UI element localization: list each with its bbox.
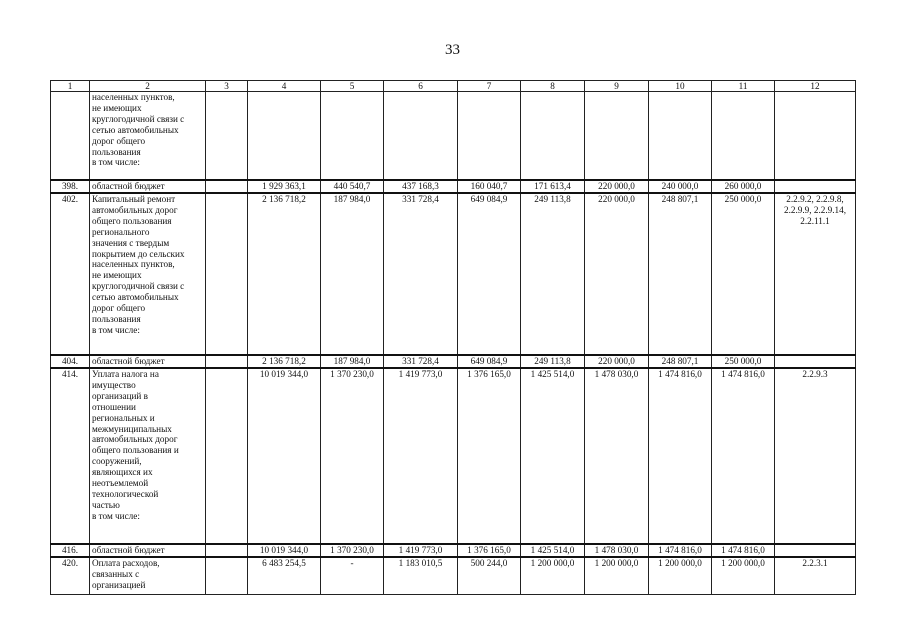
table-cell: 1 370 230,0: [321, 544, 384, 557]
budget-table: [50, 80, 856, 595]
table-cell: 1 478 030,0: [585, 368, 649, 544]
table-cell: 2 136 718,2: [248, 193, 321, 355]
table-cell: 171 613,4: [521, 180, 585, 193]
table-cell: населенных пунктов, не имеющих круглогодичной связи с сетью автомобильных дорог общего пользования в том числе:: [90, 92, 206, 181]
column-header: 4: [248, 81, 321, 92]
column-header: 6: [384, 81, 458, 92]
table-cell: 220 000,0: [585, 355, 649, 368]
table-cell: [206, 368, 248, 544]
table-cell: [712, 92, 775, 181]
table-cell: 1 376 165,0: [458, 544, 521, 557]
table-cell: 414.: [51, 368, 90, 544]
table-cell: 437 168,3: [384, 180, 458, 193]
table-cell: областной бюджет: [90, 180, 206, 193]
table-cell: [321, 92, 384, 181]
table-cell: 1 183 010,5: [384, 557, 458, 595]
table-cell: 249 113,8: [521, 193, 585, 355]
table-cell: [775, 180, 856, 193]
table-row: [51, 180, 856, 193]
table-cell: [384, 92, 458, 181]
table-cell: [649, 92, 712, 181]
table-row: [51, 544, 856, 557]
table-cell: [775, 355, 856, 368]
table-cell: областной бюджет: [90, 544, 206, 557]
table-cell: 1 474 816,0: [649, 544, 712, 557]
table-cell: 404.: [51, 355, 90, 368]
table-cell: 398.: [51, 180, 90, 193]
table-cell: 249 113,8: [521, 355, 585, 368]
table-cell: 187 984,0: [321, 355, 384, 368]
table-cell: 2.2.9.3: [775, 368, 856, 544]
table-cell: 10 019 344,0: [248, 544, 321, 557]
column-header: 12: [775, 81, 856, 92]
table-cell: [206, 193, 248, 355]
table-cell: 649 084,9: [458, 355, 521, 368]
table-cell: [775, 544, 856, 557]
table-cell: 240 000,0: [649, 180, 712, 193]
table-cell: 160 040,7: [458, 180, 521, 193]
table-cell: 10 019 344,0: [248, 368, 321, 544]
table-cell: [248, 92, 321, 181]
table-row: [51, 368, 856, 544]
table-cell: 416.: [51, 544, 90, 557]
table-cell: [206, 544, 248, 557]
table-cell: 1 376 165,0: [458, 368, 521, 544]
table-cell: 250 000,0: [712, 193, 775, 355]
column-header: 9: [585, 81, 649, 92]
column-header: 11: [712, 81, 775, 92]
column-header: 10: [649, 81, 712, 92]
table-cell: [521, 92, 585, 181]
table-cell: [775, 92, 856, 181]
table-cell: 1 200 000,0: [585, 557, 649, 595]
table-cell: 1 474 816,0: [712, 368, 775, 544]
table-cell: [51, 92, 90, 181]
table-cell: Уплата налога на имущество организаций в отношении региональных и межмуниципальных автомобильных дорог общего пользования и сооружений, являющихся их неотъемлемой технологической частью в том числе:: [90, 368, 206, 544]
table-cell: 187 984,0: [321, 193, 384, 355]
table-cell: 1 478 030,0: [585, 544, 649, 557]
table-cell: 2.2.9.2, 2.2.9.8, 2.2.9.9, 2.2.9.14, 2.2.11.1: [775, 193, 856, 355]
table-cell: 440 540,7: [321, 180, 384, 193]
table-cell: 1 200 000,0: [712, 557, 775, 595]
table-row: [51, 557, 856, 595]
table-cell: 1 419 773,0: [384, 544, 458, 557]
page-number: 33: [445, 42, 460, 58]
table-cell: Оплата расходов, связанных с организацией: [90, 557, 206, 595]
column-header: 8: [521, 81, 585, 92]
table-row: [51, 193, 856, 355]
table-row: [51, 92, 856, 181]
table-cell: 402.: [51, 193, 90, 355]
table-cell: 1 474 816,0: [712, 544, 775, 557]
table-cell: 1 425 514,0: [521, 544, 585, 557]
column-header: 5: [321, 81, 384, 92]
table-cell: 1 200 000,0: [649, 557, 712, 595]
column-header: 3: [206, 81, 248, 92]
table-header-row: [51, 81, 856, 92]
table-cell: [206, 557, 248, 595]
table-cell: [206, 355, 248, 368]
table-cell: [585, 92, 649, 181]
table-cell: 248 807,1: [649, 193, 712, 355]
table-cell: 1 474 816,0: [649, 368, 712, 544]
table-cell: 260 000,0: [712, 180, 775, 193]
table-cell: 500 244,0: [458, 557, 521, 595]
table-cell: 1 419 773,0: [384, 368, 458, 544]
table-cell: [206, 92, 248, 181]
table-cell: 1 425 514,0: [521, 368, 585, 544]
table-cell: 250 000,0: [712, 355, 775, 368]
table-cell: [206, 180, 248, 193]
column-header: 2: [90, 81, 206, 92]
table-cell: 1 370 230,0: [321, 368, 384, 544]
table-cell: 649 084,9: [458, 193, 521, 355]
table-cell: 220 000,0: [585, 193, 649, 355]
table-cell: -: [321, 557, 384, 595]
table-cell: 331 728,4: [384, 193, 458, 355]
table-cell: 6 483 254,5: [248, 557, 321, 595]
table-cell: областной бюджет: [90, 355, 206, 368]
table-cell: 2 136 718,2: [248, 355, 321, 368]
column-header: 1: [51, 81, 90, 92]
table-row: [51, 355, 856, 368]
table-cell: 331 728,4: [384, 355, 458, 368]
table-cell: 2.2.3.1: [775, 557, 856, 595]
table-cell: 220 000,0: [585, 180, 649, 193]
column-header: 7: [458, 81, 521, 92]
table-cell: 248 807,1: [649, 355, 712, 368]
table-cell: [458, 92, 521, 181]
table-cell: 1 200 000,0: [521, 557, 585, 595]
table-cell: Капитальный ремонт автомобильных дорог общего пользования регионального значения с твердым покрытием до сельских населенных пунктов, не имеющих круглогодичной связи с сетью автомобильных дорог общего пользования в том числе:: [90, 193, 206, 355]
table-cell: 420.: [51, 557, 90, 595]
table-cell: 1 929 363,1: [248, 180, 321, 193]
